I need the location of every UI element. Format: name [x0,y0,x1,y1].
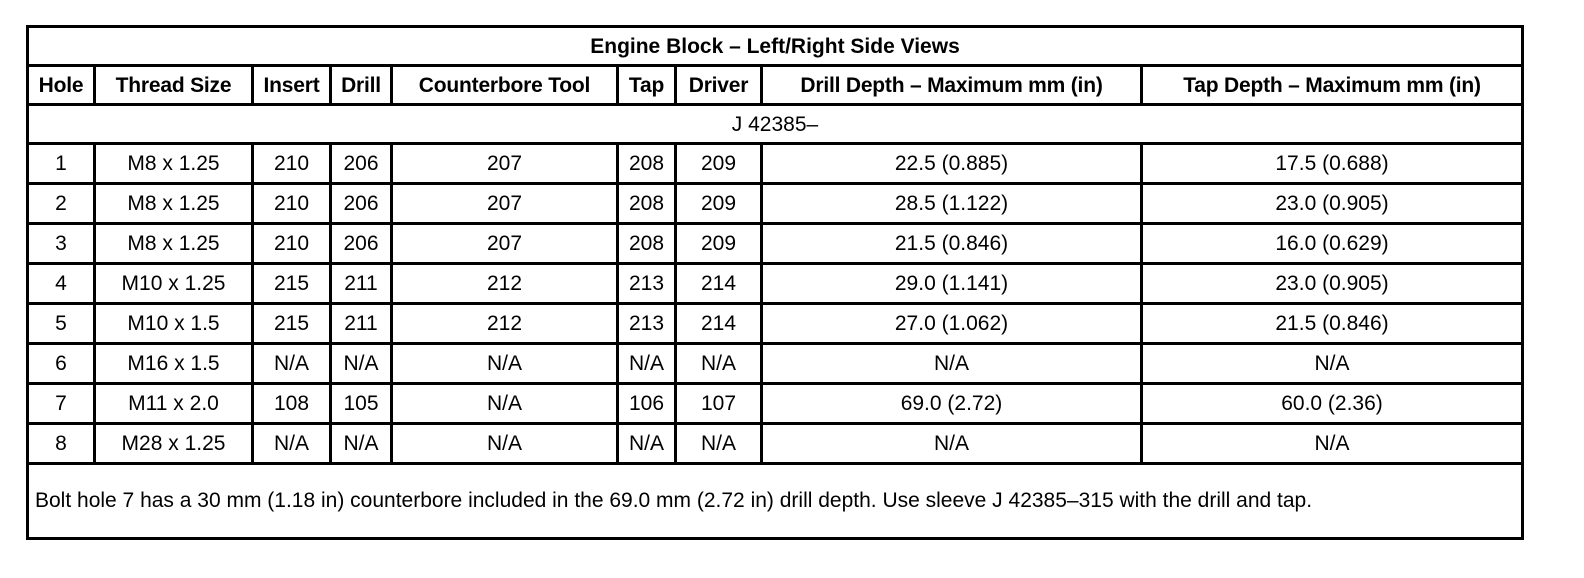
tool-kit-group-label: J 42385– [28,105,1523,144]
table-cell: N/A [392,344,618,384]
table-cell: N/A [618,424,676,464]
table-cell: 212 [392,304,618,344]
table-cell: 214 [676,304,762,344]
table-cell: M28 x 1.25 [95,424,253,464]
table-cell: 29.0 (1.141) [762,264,1142,304]
table-cell: M10 x 1.5 [95,304,253,344]
table-row [28,424,1523,464]
table-cell: 1 [28,144,95,184]
column-header: Hole [28,66,95,105]
column-header-row [28,66,1523,105]
table-cell: 60.0 (2.36) [1142,384,1523,424]
table-cell: 208 [618,184,676,224]
table-row [28,224,1523,264]
table-cell: N/A [618,344,676,384]
table-cell: M11 x 2.0 [95,384,253,424]
table-row [28,264,1523,304]
table-cell: N/A [1142,424,1523,464]
table-cell: 209 [676,144,762,184]
table-cell: 21.5 (0.846) [762,224,1142,264]
table-cell: M8 x 1.25 [95,144,253,184]
table-cell: N/A [762,424,1142,464]
table-cell: 23.0 (0.905) [1142,264,1523,304]
table-row [28,144,1523,184]
column-header: Counterbore Tool [392,66,618,105]
table-note: Bolt hole 7 has a 30 mm (1.18 in) counterbore included in the 69.0 mm (2.72 in) drill depth. Use sleeve J 42385–315 with the drill and tap. [28,464,1523,539]
table-row [28,184,1523,224]
table-cell: N/A [392,384,618,424]
table-cell: 17.5 (0.688) [1142,144,1523,184]
table-cell: 16.0 (0.629) [1142,224,1523,264]
table-row [28,304,1523,344]
table-cell: 206 [331,144,392,184]
table-cell: 69.0 (2.72) [762,384,1142,424]
table-cell: 5 [28,304,95,344]
table-cell: 6 [28,344,95,384]
table-cell: 208 [618,144,676,184]
table-cell: M16 x 1.5 [95,344,253,384]
table-cell: N/A [253,424,331,464]
table-cell: 4 [28,264,95,304]
column-header: Driver [676,66,762,105]
table-cell: 214 [676,264,762,304]
table-cell: 210 [253,184,331,224]
table-cell: 206 [331,224,392,264]
table-cell: 108 [253,384,331,424]
table-title: Engine Block – Left/Right Side Views [28,27,1523,66]
table-cell: N/A [331,344,392,384]
table-cell: 215 [253,264,331,304]
table-cell: 208 [618,224,676,264]
table-cell: 105 [331,384,392,424]
table-cell: N/A [331,424,392,464]
table-cell: 212 [392,264,618,304]
engine-block-table [26,25,1524,540]
table-cell: 22.5 (0.885) [762,144,1142,184]
table-cell: M8 x 1.25 [95,184,253,224]
table-cell: M10 x 1.25 [95,264,253,304]
table-cell: 209 [676,184,762,224]
column-header: Tap [618,66,676,105]
table-cell: 210 [253,144,331,184]
table-cell: 207 [392,224,618,264]
table-cell: 209 [676,224,762,264]
table-cell: 106 [618,384,676,424]
column-header: Insert [253,66,331,105]
table-cell: 207 [392,144,618,184]
table-cell: N/A [676,424,762,464]
table-cell: 211 [331,264,392,304]
table-cell: 210 [253,224,331,264]
column-header: Drill [331,66,392,105]
table-cell: 8 [28,424,95,464]
table-body [28,144,1523,464]
table-row [28,344,1523,384]
table-cell: 207 [392,184,618,224]
table-cell: N/A [253,344,331,384]
table-cell: M8 x 1.25 [95,224,253,264]
table-cell: 107 [676,384,762,424]
table-cell: 206 [331,184,392,224]
table-cell: 215 [253,304,331,344]
table-cell: N/A [676,344,762,384]
table-cell: N/A [1142,344,1523,384]
table-cell: 3 [28,224,95,264]
table-cell: 21.5 (0.846) [1142,304,1523,344]
table-cell: 211 [331,304,392,344]
column-header: Thread Size [95,66,253,105]
column-header: Drill Depth – Maximum mm (in) [762,66,1142,105]
table-cell: 213 [618,264,676,304]
table-cell: 23.0 (0.905) [1142,184,1523,224]
table-row [28,384,1523,424]
table-cell: N/A [392,424,618,464]
column-header: Tap Depth – Maximum mm (in) [1142,66,1523,105]
table-cell: 213 [618,304,676,344]
table-cell: N/A [762,344,1142,384]
table-cell: 2 [28,184,95,224]
table-cell: 7 [28,384,95,424]
table-cell: 27.0 (1.062) [762,304,1142,344]
table-cell: 28.5 (1.122) [762,184,1142,224]
